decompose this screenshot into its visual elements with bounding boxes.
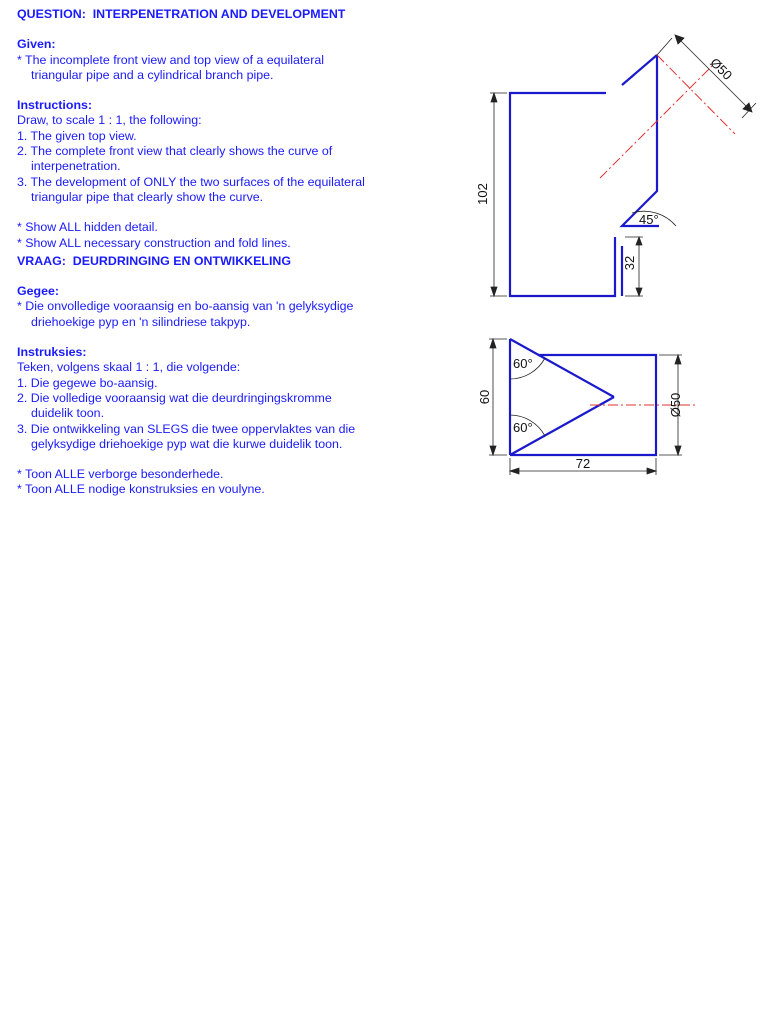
instruksie-line: gelyksydige driehoekige pyp wat die kurwe duidelik toon. [31,436,343,451]
instruction-line: 1. The given top view. [17,128,137,143]
front-lower-height-label: 32 [622,255,637,271]
front-view [475,35,756,296]
instruksie-line: 1. Die gegewe bo-aansig. [17,375,158,390]
vraag-title: VRAAG: DEURDRINGING EN ONTWIKKELING [17,253,291,268]
angle-60-bottom-label: 60° [513,420,533,435]
branch-diameter-label: Ø50 [707,54,736,83]
nota-line: * Toon ALLE nodige konstruksies en voulyne. [17,482,265,497]
top-width-label: 72 [575,456,591,471]
top-diameter-label: Ø50 [668,392,683,418]
branch-centerline [600,55,735,178]
given-line: * The incomplete front view and top view of a equilateral [17,52,324,67]
instruksie-line: 2. Die volledige vooraansig wat die deurdringingskromme [17,390,332,405]
given-line: triangular pipe and a cylindrical branch pipe. [31,67,274,82]
instruction-line: interpenetration. [31,159,121,174]
top-height-label: 60 [477,389,492,405]
instruction-line: 2. The complete front view that clearly shows the curve of [17,144,333,159]
note-line: * Show ALL hidden detail. [17,220,158,235]
angle-45-label: 45° [639,212,659,227]
given-heading: Given: [17,37,56,52]
instruksie-line: 3. Die ontwikkeling van SLEGS die twee oppervlaktes van die [17,421,356,436]
instruction-line: 3. The development of ONLY the two surfaces of the equilateral [17,174,365,189]
instruction-line: Draw, to scale 1 : 1, the following: [17,113,202,128]
instruction-line: triangular pipe that clearly show the curve. [31,189,264,204]
instruksies-heading: Instruksies: [17,345,87,360]
instruksie-line: Teken, volgens skaal 1 : 1, die volgende: [17,360,241,375]
top-view-labels [477,356,683,471]
front-view-labels [475,55,735,270]
front-height-label: 102 [475,183,490,205]
gegee-heading: Gegee: [17,284,60,299]
gegee-line: * Die onvolledige vooraansig en bo-aansig van 'n gelyksydige [17,299,354,314]
instruksie-line: duidelik toon. [31,406,105,421]
question-title: QUESTION: INTERPENETRATION AND DEVELOPMENT [17,7,346,21]
gegee-line: driehoekige pyp en 'n silindriese takpyp. [31,314,251,329]
instructions-heading: Instructions: [17,98,93,113]
top-view [477,339,695,475]
angle-60-top-label: 60° [513,356,533,371]
note-line: * Show ALL necessary construction and fold lines. [17,235,291,250]
nota-line: * Toon ALLE verborge besonderhede. [17,467,224,482]
